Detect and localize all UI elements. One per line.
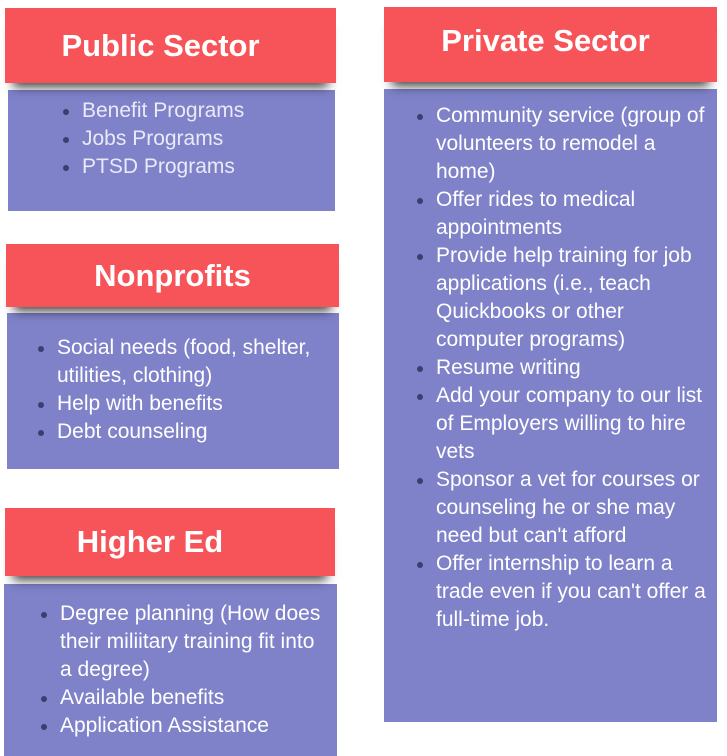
nonprofits-box bbox=[7, 313, 339, 469]
list-item: Help with benefits bbox=[27, 390, 332, 418]
list-item: Application Assistance bbox=[30, 712, 330, 740]
list-item: PTSD Programs bbox=[52, 153, 332, 181]
nonprofits-banner bbox=[6, 244, 339, 307]
list-item: Provide help training for job applications (i.e., teach Quickbooks or other computer programs) bbox=[406, 242, 711, 354]
higher-ed-title: Higher Ed bbox=[76, 524, 224, 559]
list-item: Offer rides to medical appointments bbox=[406, 186, 711, 242]
list-item: Available benefits bbox=[30, 684, 330, 712]
list-item: Add your company to our list of Employers willing to hire vets bbox=[406, 382, 711, 466]
list-item: Debt counseling bbox=[27, 418, 332, 446]
list-item: Resume writing bbox=[406, 354, 711, 382]
list-item: Community service (group of volunteers to remodel a home) bbox=[406, 102, 711, 186]
nonprofits-list bbox=[27, 334, 332, 446]
list-item: Sponsor a vet for courses or counseling he or she may need but can't afford bbox=[406, 466, 711, 550]
list-item: Jobs Programs bbox=[52, 125, 332, 153]
private-sector-banner bbox=[384, 7, 717, 82]
list-item: Offer internship to learn a trade even if you can't offer a full-time job. bbox=[406, 550, 711, 634]
list-item: Social needs (food, shelter, utilities, clothing) bbox=[27, 334, 332, 390]
public-sector-list bbox=[52, 97, 332, 181]
private-sector-title: Private Sector bbox=[441, 23, 650, 58]
private-sector-list bbox=[406, 102, 711, 634]
public-sector-title: Public Sector bbox=[61, 27, 260, 63]
nonprofits-title: Nonprofits bbox=[94, 257, 251, 293]
higher-ed-box bbox=[4, 584, 337, 756]
public-sector-box bbox=[8, 90, 335, 211]
higher-ed-banner bbox=[5, 508, 335, 576]
public-sector-banner bbox=[5, 8, 336, 83]
private-sector-box bbox=[384, 89, 717, 722]
list-item: Degree planning (How does their miliitary training fit into a degree) bbox=[30, 600, 330, 684]
list-item: Benefit Programs bbox=[52, 97, 332, 125]
higher-ed-list bbox=[30, 600, 330, 740]
